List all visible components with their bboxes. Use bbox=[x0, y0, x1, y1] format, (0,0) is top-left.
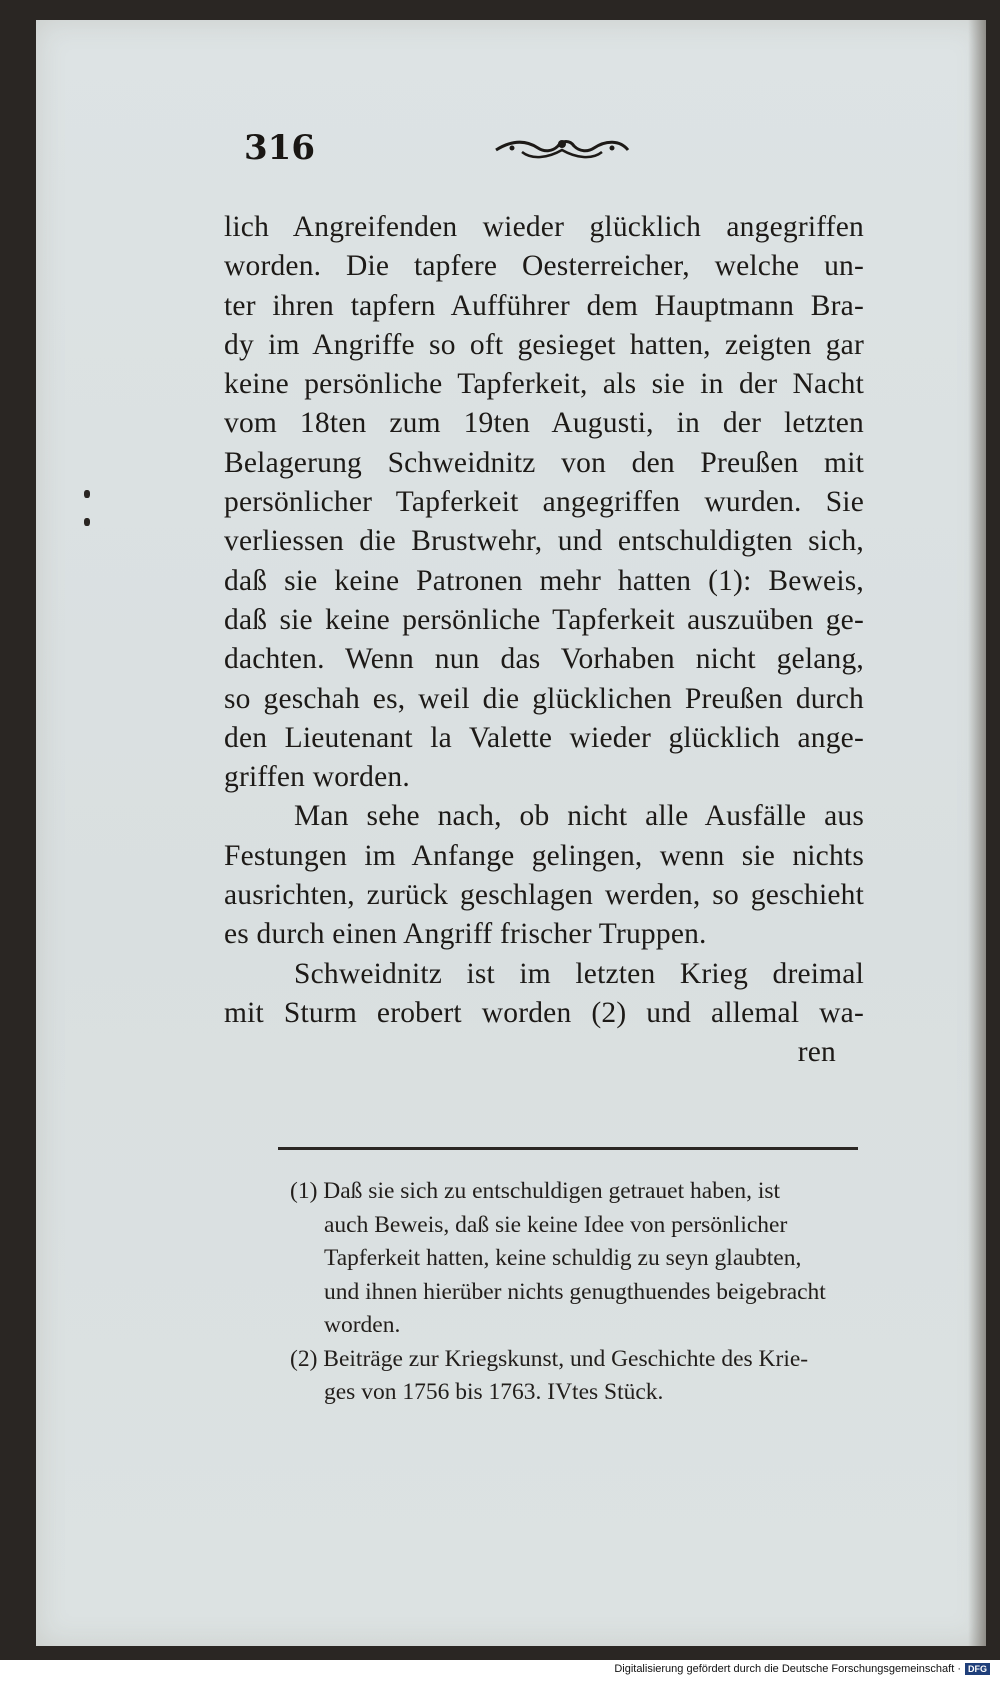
text-line: verliessen die Brustwehr, und entschuldigten sich, bbox=[224, 525, 864, 558]
text-line: lich Angreifenden wieder glücklich angegriffen bbox=[224, 211, 864, 243]
page-header bbox=[244, 128, 874, 178]
text-line: worden. Die tapfere Oesterreicher, welche un- bbox=[224, 250, 864, 283]
text-line: daß sie keine Patronen mehr hatten (1): Beweis, bbox=[224, 564, 864, 597]
page-edge-shadow bbox=[968, 20, 986, 1646]
text-line: persönlicher Tapferkeit angegriffen wurden. Sie bbox=[224, 486, 864, 519]
text-line: den Lieutenant la Valette wieder glücklich ange- bbox=[224, 721, 864, 754]
text-line: es durch einen Angriff frischer Truppen. bbox=[224, 918, 707, 951]
fleuron-ornament-icon bbox=[492, 134, 632, 162]
digitization-credit bbox=[614, 1663, 990, 1675]
footnote-line: ges von 1756 bis 1763. IVtes Stück. bbox=[324, 1379, 664, 1405]
margin-marks bbox=[82, 490, 94, 530]
text-line: vom 18ten zum 19ten Augusti, in der letzten bbox=[224, 407, 864, 440]
text-line: Belagerung Schweidnitz von den Preußen mit bbox=[224, 446, 864, 479]
footnote-line: (2) Beiträge zur Kriegskunst, und Geschichte des Krie- bbox=[290, 1345, 809, 1372]
text-line: Schweidnitz ist im letzten Krieg dreimal bbox=[294, 957, 864, 990]
page-number: 316 bbox=[244, 128, 315, 168]
main-text bbox=[224, 208, 864, 1073]
footnote-line: (1) Daß sie sich zu entschuldigen getrauet haben, ist bbox=[290, 1178, 781, 1204]
footnote-line: worden. bbox=[324, 1312, 401, 1338]
footnote-line: auch Beweis, daß sie keine Idee von persönlicher bbox=[324, 1211, 788, 1238]
text-line: ausrichten, zurück geschlagen werden, so geschieht bbox=[224, 879, 864, 912]
footnote-rule bbox=[278, 1147, 858, 1150]
catchword: ren bbox=[797, 1036, 836, 1069]
credit-text: Digitalisierung gefördert durch die Deutsche Forschungsgemeinschaft · bbox=[614, 1663, 961, 1675]
footnote-line: und ihnen hierüber nichts genugthuendes beigebracht bbox=[324, 1278, 826, 1305]
text-line: Man sehe nach, ob nicht alle Ausfälle aus bbox=[294, 800, 864, 833]
footnote-line: Tapferkeit hatten, keine schuldig zu seyn glaubten, bbox=[324, 1245, 802, 1271]
text-line: ter ihren tapfern Aufführer dem Hauptmann Bra- bbox=[224, 289, 864, 322]
text-line: so geschah es, weil die glücklichen Preußen durch bbox=[224, 682, 864, 715]
text-line: dy im Angriffe so oft gesieget hatten, zeigten gar bbox=[224, 328, 864, 361]
footnotes bbox=[290, 1175, 866, 1410]
dfg-logo: DFG bbox=[965, 1663, 990, 1675]
text-line: keine persönliche Tapferkeit, als sie in der Nacht bbox=[224, 368, 864, 401]
text-line: dachten. Wenn nun das Vorhaben nicht gelang, bbox=[224, 643, 864, 676]
text-line: Festungen im Anfange gelingen, wenn sie nichts bbox=[224, 839, 864, 872]
text-line: daß sie keine persönliche Tapferkeit auszuüben ge- bbox=[224, 603, 864, 636]
text-line: griffen worden. bbox=[224, 761, 410, 794]
text-line: mit Sturm erobert worden (2) und allemal wa- bbox=[224, 996, 864, 1029]
